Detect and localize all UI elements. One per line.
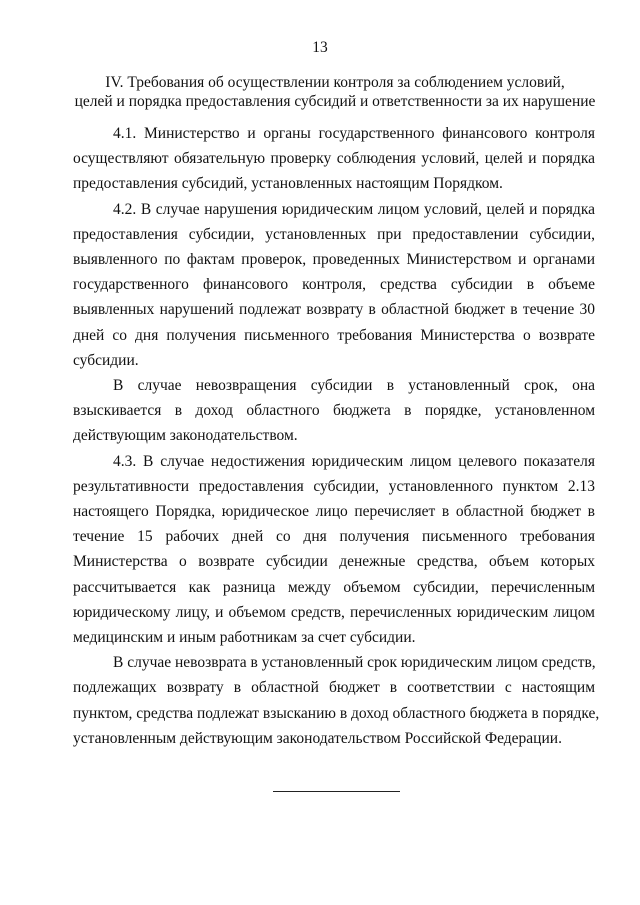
text-line: взыскивается в доход областного бюджета в порядке, установленном [73, 402, 595, 420]
text-line: настоящего Порядка, юридическое лицо перечисляет в областной бюджет в [73, 503, 595, 521]
text-line: юридическому лицу, и объемом средств, перечисленных юридическим лицом [73, 603, 595, 621]
text-line: предоставления субсидий, установленных настоящим Порядком. [73, 175, 503, 193]
text-line: Министерства о возврате субсидии денежные средства, объем которых [73, 553, 595, 571]
text-line: 4.2. В случае нарушения юридическим лицом условий, целей и порядка [113, 200, 595, 218]
text-line: В случае невозвращения субсидии в установленный срок, она [113, 377, 595, 395]
text-line: В случае невозврата в установленный срок юридическим лицом средств, [113, 654, 596, 672]
paragraph-4-1 [73, 121, 595, 197]
paragraph-4-2 [73, 197, 595, 373]
text-line: предоставления субсидии, установленных при предоставлении субсидии, [73, 225, 595, 243]
text-line: установленным действующим законодательством Российской Федерации. [73, 729, 562, 747]
text-line: субсидии. [73, 351, 139, 369]
text-line: рассчитывается как разница между объемом субсидии, перечисленным [73, 578, 595, 596]
text-line: осуществляют обязательную проверку соблюдения условий, целей и порядка [73, 150, 595, 168]
section-title [70, 73, 600, 111]
text-line: 4.1. Министерство и органы государственного финансового контроля [113, 125, 595, 142]
text-line: пунктом, средства подлежат взысканию в доход областного бюджета в порядке, [73, 704, 600, 722]
text-line: 4.3. В случае недостижения юридическим лицом целевого показателя [113, 452, 595, 470]
text-line: действующим законодательством. [73, 427, 298, 445]
text-line: выявленного по фактам проверок, проведенных Министерством и органами [73, 251, 595, 269]
paragraph-non-return [73, 373, 595, 449]
section-title-line: IV. Требования об осуществлении контроля за соблюдением условий, [105, 74, 565, 91]
text-line: подлежащих возврату в областной бюджет в соответствии с настоящим [73, 679, 595, 697]
end-separator-line [273, 791, 400, 792]
paragraph-recovery [73, 650, 600, 751]
text-line: течение 15 рабочих дней со дня получения письменного требования [73, 528, 595, 546]
document-body [73, 121, 600, 751]
page-number: 13 [312, 39, 328, 56]
text-line: результативности предоставления субсидии, установленного пунктом 2.13 [73, 477, 595, 495]
text-line: медицинским и иным работникам за счет субсидии. [73, 629, 416, 647]
text-line: выявленных нарушений подлежат возврату в областной бюджет в течение 30 [73, 301, 595, 319]
section-title-line: целей и порядка предоставления субсидий и ответственности за их нарушение [74, 93, 596, 110]
text-line: государственного финансового контроля, средства субсидии в объеме [73, 276, 595, 294]
paragraph-4-3 [73, 449, 595, 651]
text-line: дней со дня получения письменного требования Министерства о возврате [73, 326, 595, 344]
